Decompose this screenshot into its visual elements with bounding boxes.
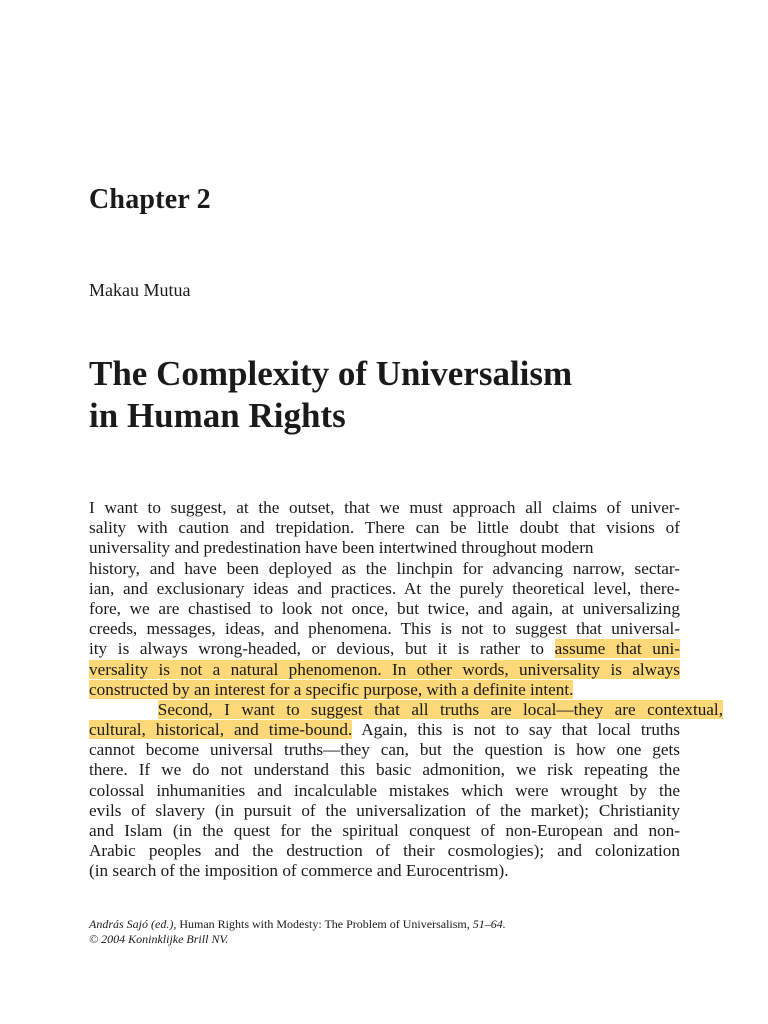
copyright-line: © 2004 Koninklijke Brill NV. bbox=[89, 932, 229, 946]
body-line bbox=[89, 660, 680, 680]
body-line bbox=[89, 579, 680, 599]
body-line bbox=[89, 538, 680, 558]
body-text-segment: ian, and exclusionary ideas and practices. At the purely theoretical level, there- bbox=[89, 578, 680, 598]
author-name: Makau Mutua bbox=[89, 280, 191, 300]
body-line bbox=[89, 599, 680, 619]
body-text-segment: creeds, messages, ideas, and phenomena. This is not to suggest that universal- bbox=[89, 619, 680, 639]
body-text-segment: I want to suggest, at the outset, that we must approach all claims of univer- bbox=[89, 498, 680, 517]
body-text-segment: universality and predestination have been intertwined throughout modern bbox=[89, 538, 594, 558]
body-line bbox=[89, 781, 680, 801]
highlighted-text: versality is not a natural phenomenon. In other words, universality is always bbox=[89, 659, 680, 679]
body-line bbox=[89, 498, 680, 518]
citation-pages: 51–64. bbox=[469, 917, 506, 931]
body-text-segment: sality with caution and trepidation. There can be little doubt that visions of bbox=[89, 518, 680, 538]
highlighted-text: assume that uni- bbox=[554, 639, 680, 659]
body-text-segment: ity is always wrong-headed, or devious, but it is rather to bbox=[89, 639, 555, 659]
body-text-segment: Arabic peoples and the destruction of their cosmologies); and colonization bbox=[89, 841, 680, 861]
body-text bbox=[89, 498, 724, 882]
body-text-segment: colossal inhumanities and incalculable mistakes which were wrought by the bbox=[89, 780, 680, 800]
highlighted-text: Second, I want to suggest that all truths are local—they are contextual, bbox=[157, 699, 724, 719]
chapter-title-line: The Complexity of Universalism bbox=[89, 354, 573, 393]
highlighted-text: constructed by an interest for a specific purpose, with a definite intent. bbox=[89, 679, 574, 699]
chapter-title-line: in Human Rights bbox=[89, 396, 346, 435]
body-text-segment: (in search of the imposition of commerce and Eurocentrism). bbox=[89, 861, 509, 881]
body-line bbox=[89, 760, 680, 780]
highlighted-text: cultural, historical, and time-bound. bbox=[89, 720, 353, 740]
body-text-segment: fore, we are chastised to look not once, but twice, and again, at universalizing bbox=[89, 598, 680, 618]
body-line bbox=[89, 740, 680, 760]
body-text-segment bbox=[89, 700, 158, 719]
citation-editor: András Sajó (ed.), bbox=[89, 917, 177, 931]
chapter-title bbox=[89, 353, 572, 437]
footer-citation bbox=[89, 917, 506, 947]
chapter-label: Chapter 2 bbox=[89, 184, 211, 215]
body-line bbox=[89, 518, 680, 538]
body-line bbox=[89, 699, 724, 720]
body-line bbox=[89, 619, 680, 639]
body-line bbox=[89, 861, 680, 881]
body-line bbox=[89, 821, 680, 841]
body-text-segment: there. If we do not understand this basic admonition, we risk repeating the bbox=[89, 760, 680, 780]
body-text-segment: cannot become universal truths—they can, but the question is how one gets bbox=[89, 740, 680, 760]
body-line bbox=[89, 801, 680, 821]
body-line bbox=[89, 559, 680, 579]
body-line bbox=[89, 841, 680, 861]
body-text-segment: Again, this is not to say that local truths bbox=[352, 720, 680, 740]
citation-book-title: Human Rights with Modesty: The Problem of Universalism, bbox=[176, 917, 470, 931]
body-text-segment: and Islam (in the quest for the spiritual conquest of non-European and non- bbox=[89, 821, 680, 840]
body-line bbox=[89, 720, 680, 740]
body-text-segment: history, and have been deployed as the linchpin for advancing narrow, sectar- bbox=[89, 558, 680, 578]
body-line bbox=[89, 639, 680, 659]
citation-line bbox=[89, 917, 506, 932]
body-line bbox=[89, 680, 680, 700]
body-text-segment: evils of slavery (in pursuit of the universalization of the market); Christianity bbox=[89, 800, 680, 820]
